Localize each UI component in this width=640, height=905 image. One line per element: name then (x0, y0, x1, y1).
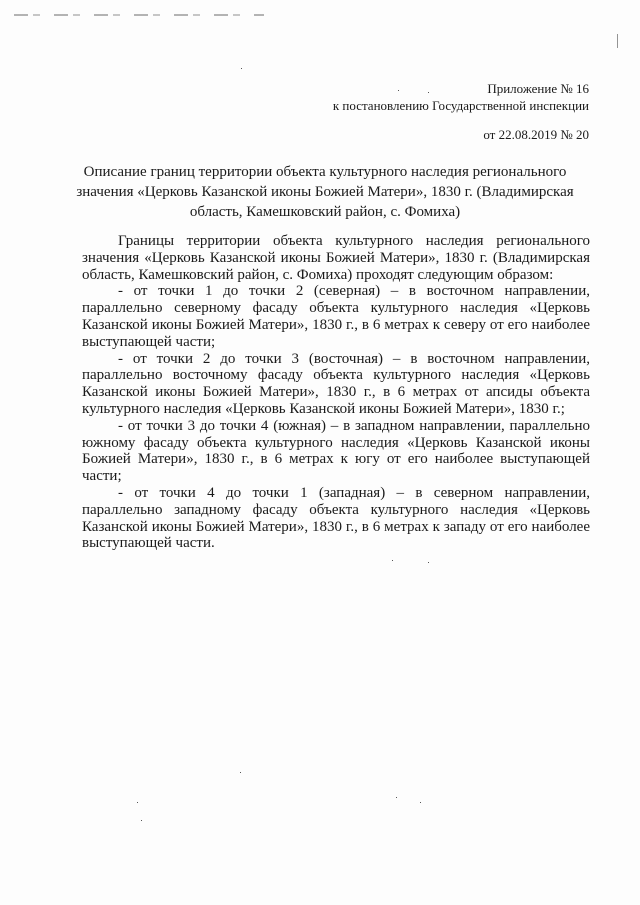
scan-edge-marks (14, 14, 264, 16)
scan-speck (241, 68, 242, 69)
document-body (82, 233, 590, 552)
appendix-reference: к постановлению Государственной инспекции (332, 98, 589, 113)
scan-speck (428, 562, 429, 563)
boundary-item-north: - от точки 1 до точки 2 (северная) – в восточном направлении, параллельно северному фасаду объекта культурного наследия «Церковь Казанской иконы Божией Матери», 1830 г., в 6 метрах к северу от его наиболее выступающей части; (82, 283, 590, 350)
document-title: Описание границ территории объекта культурного наследия регионального значения «Церковь Казанской иконы Божией Матери», 1830 г. (Владимирская область, Камешковский район, с. Фомиха) (76, 164, 574, 220)
scan-speck (396, 797, 397, 798)
scan-speck (420, 802, 421, 803)
scan-mark (617, 34, 618, 48)
boundary-item-east: - от точки 2 до точки 3 (восточная) – в восточном направлении, параллельно восточному фасаду объекта культурного наследия «Церковь Казанской иконы Божией Матери», 1830 г., в 6 метрах от апсиды объекта культурного наследия «Церковь Казанской иконы Божией Матери», 1830 г.; (82, 350, 590, 417)
scan-speck (141, 820, 142, 821)
appendix-date: от 22.08.2019 № 20 (483, 127, 589, 142)
intro-paragraph: Границы территории объекта культурного наследия регионального значения «Церковь Казанской иконы Божией Матери», 1830 г. (Владимирская область, Камешковский район, с. Фомиха) проходят следующим образом: (82, 233, 590, 283)
scan-speck (392, 560, 393, 561)
scan-speck (240, 772, 241, 773)
appendix-header (333, 80, 589, 143)
boundary-item-west: - от точки 4 до точки 1 (западная) – в северном направлении, параллельно западному фасаду объекта культурного наследия «Церковь Казанской иконы Божией Матери», 1830 г., в 6 метрах к западу от его наиболее выступающей части. (82, 484, 590, 552)
boundary-item-south: - от точки 3 до точки 4 (южная) – в западном направлении, параллельно южному фасаду объекта культурного наследия «Церковь Казанской иконы Божией Матери», 1830 г., в 6 метрах к югу от его наиболее выступающей части; (82, 417, 590, 485)
appendix-number: Приложение № 16 (487, 81, 589, 96)
scan-speck (137, 802, 138, 803)
